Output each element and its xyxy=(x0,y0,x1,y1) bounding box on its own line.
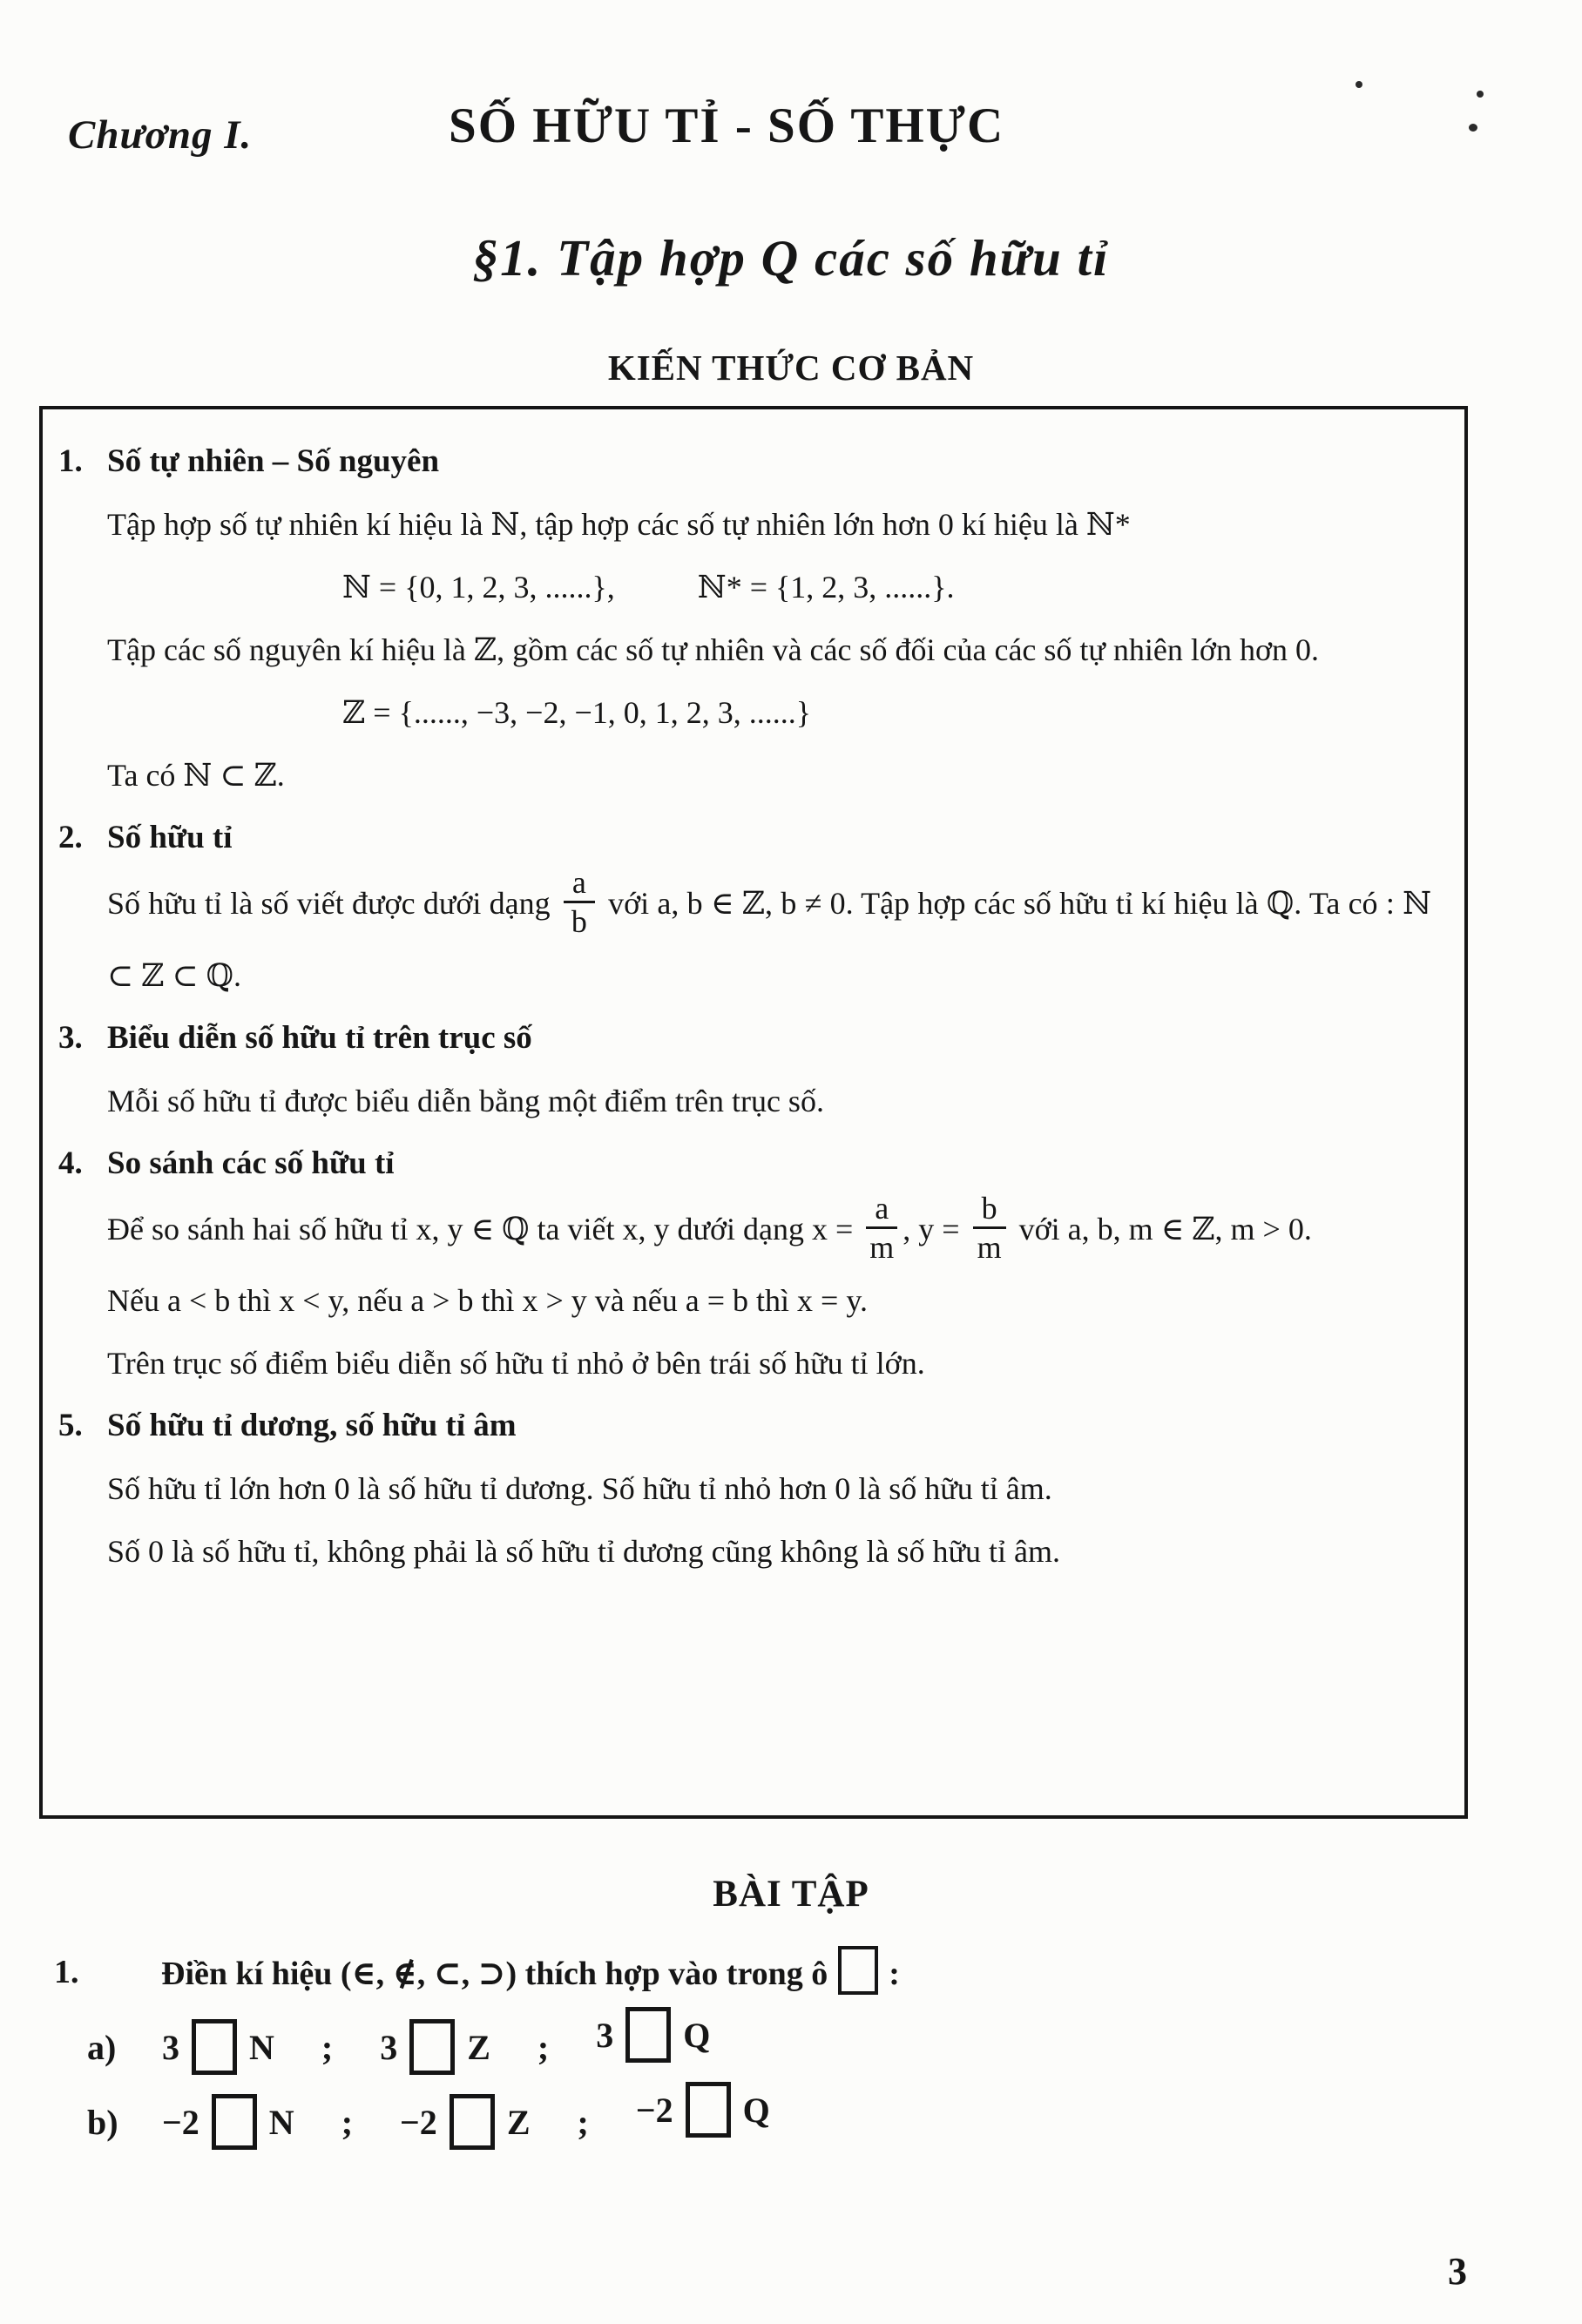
empty-square-icon xyxy=(838,1946,878,1995)
item-2-text-post: với a, b ∈ ℤ, b ≠ 0. Tập hợp các số hữu tỉ kí hiệu là ℚ. Ta có : ℕ ⊂ ℤ ⊂ ℚ. xyxy=(107,886,1431,993)
item-4-text-mid: , y = xyxy=(903,1211,968,1246)
item-1-paragraph-2: Tập các số nguyên kí hiệu là ℤ, gồm các số tự nhiên và các số đối của các số tự nhiên lớn hơn 0. xyxy=(107,632,1319,667)
empty-square-icon xyxy=(450,2094,495,2150)
item-4-paragraph-3: Trên trục số điểm biểu diễn số hữu tỉ nhỏ ở bên trái số hữu tỉ lớn. xyxy=(107,1346,925,1382)
item-1-heading xyxy=(58,430,1431,493)
item-5-paragraph-1: Số hữu tỉ lớn hơn 0 là số hữu tỉ dương. Số hữu tỉ nhỏ hơn 0 là số hữu tỉ âm. xyxy=(107,1471,1052,1507)
fraction-b-over-m xyxy=(973,1191,1006,1266)
answer-set: N xyxy=(268,2102,294,2142)
answer-value: 3 xyxy=(380,2027,398,2067)
item-3-number: 3. xyxy=(58,1019,83,1056)
fraction-denominator: m xyxy=(869,1229,895,1265)
item-2-text-pre: Số hữu tỉ là số viết được dưới dạng xyxy=(107,886,558,922)
row-a-label: a) xyxy=(87,2027,117,2067)
item-5-heading xyxy=(58,1395,1431,1457)
answer-value: 3 xyxy=(596,2015,614,2055)
exercise-1-row-b xyxy=(87,2090,770,2150)
exercise-1-number: 1. xyxy=(54,1954,79,1990)
answer-value: −2 xyxy=(400,2102,437,2142)
item-4-number: 4. xyxy=(58,1145,83,1181)
answer-group xyxy=(636,2082,770,2138)
row-b-label: b) xyxy=(87,2102,118,2142)
knowledge-item-2 xyxy=(58,807,1431,1007)
separator: ; xyxy=(321,2027,334,2067)
item-1-paragraph-3: Ta có ℕ ⊂ ℤ. xyxy=(107,758,285,793)
item-2-paragraph-1 xyxy=(107,865,1431,1007)
item-3-title: Biểu diễn số hữu tỉ trên trục số xyxy=(107,1019,532,1056)
answer-group xyxy=(162,2019,274,2075)
item-4-heading xyxy=(58,1132,1431,1195)
answer-set: N xyxy=(249,2027,274,2067)
answer-set: Q xyxy=(742,2090,770,2130)
empty-square-icon xyxy=(625,2007,671,2063)
fraction-numerator: a xyxy=(866,1191,897,1229)
page-number: 3 xyxy=(1448,2250,1467,2293)
exercise-1-prompt xyxy=(161,1946,900,2000)
item-3-body xyxy=(107,1070,1431,1132)
knowledge-box xyxy=(39,406,1468,1819)
fraction-a-over-m xyxy=(866,1191,897,1266)
item-4-title: So sánh các số hữu tỉ xyxy=(107,1145,395,1181)
scan-artifact-dot xyxy=(1477,91,1484,98)
section-title: §1. Tập hợp Q các số hữu tỉ xyxy=(472,229,1110,287)
item-5-title: Số hữu tỉ dương, số hữu tỉ âm xyxy=(107,1408,517,1444)
item-1-body xyxy=(107,493,1431,807)
item-2-heading xyxy=(58,807,1431,869)
item-1-paragraph-1: Tập hợp số tự nhiên kí hiệu là ℕ, tập hợp các số tự nhiên lớn hơn 0 kí hiệu là ℕ* xyxy=(107,507,1131,542)
knowledge-item-3 xyxy=(58,1007,1431,1132)
item-1-number: 1. xyxy=(58,443,83,479)
answer-set: Q xyxy=(683,2015,711,2055)
fraction-denominator: m xyxy=(977,1229,1002,1265)
item-1-title: Số tự nhiên – Số nguyên xyxy=(107,443,440,479)
item-2-body xyxy=(107,865,1431,1007)
item-3-heading xyxy=(58,1007,1431,1070)
exercise-1-prompt-text: Điền kí hiệu (∈, ∉, ⊂, ⊃) thích hợp vào trong ô xyxy=(161,1956,828,1992)
separator: ; xyxy=(577,2102,589,2142)
scan-artifact-dot xyxy=(1469,124,1477,132)
knowledge-item-1 xyxy=(58,430,1431,807)
answer-set: Z xyxy=(506,2102,531,2142)
fraction-denominator: b xyxy=(571,904,587,940)
answer-value: 3 xyxy=(162,2027,179,2067)
exercise-1-row-a xyxy=(87,2015,711,2075)
fraction-numerator: b xyxy=(973,1191,1006,1229)
knowledge-item-4 xyxy=(58,1132,1431,1395)
answer-group xyxy=(400,2094,530,2150)
separator: ; xyxy=(341,2102,354,2142)
item-5-body xyxy=(107,1457,1431,1583)
exercises-heading: BÀI TẬP xyxy=(713,1874,869,1915)
empty-square-icon xyxy=(409,2019,455,2075)
answer-group xyxy=(380,2019,490,2075)
fraction-a-over-b xyxy=(564,865,595,940)
item-1-equation-n xyxy=(342,556,1431,618)
answer-value: −2 xyxy=(162,2102,199,2142)
answer-group xyxy=(596,2007,710,2063)
equation-n-star: ℕ* = {1, 2, 3, ......}. xyxy=(697,570,955,605)
item-5-paragraph-2: Số 0 là số hữu tỉ, không phải là số hữu tỉ dương cũng không là số hữu tỉ âm. xyxy=(107,1534,1061,1570)
exercise-1-prompt-colon: : xyxy=(889,1956,900,1992)
chapter-label: Chương I. xyxy=(68,112,253,158)
fraction-numerator: a xyxy=(564,865,595,903)
scan-artifact-dot xyxy=(1356,81,1362,88)
item-4-text-post: với a, b, m ∈ ℤ, m > 0. xyxy=(1011,1211,1312,1246)
knowledge-heading: KIẾN THỨC CƠ BẢN xyxy=(607,348,975,388)
item-2-title: Số hữu tỉ xyxy=(107,820,233,855)
answer-value: −2 xyxy=(635,2090,673,2130)
item-1-equation-z: ℤ = {......, −3, −2, −1, 0, 1, 2, 3, ......} xyxy=(342,695,812,730)
answer-group xyxy=(162,2094,294,2150)
exercise-1 xyxy=(54,1946,1477,2000)
item-3-paragraph-1: Mỗi số hữu tỉ được biểu diễn bằng một điểm trên trục số. xyxy=(107,1083,824,1118)
empty-square-icon xyxy=(212,2094,257,2150)
separator: ; xyxy=(537,2027,550,2067)
empty-square-icon xyxy=(192,2019,237,2075)
chapter-title: SỐ HỮU TỈ - SỐ THỰC xyxy=(449,98,1005,153)
item-4-paragraph-2: Nếu a < b thì x < y, nếu a > b thì x > y và nếu a = b thì x = y. xyxy=(107,1283,868,1319)
equation-n: ℕ = {0, 1, 2, 3, ......}, xyxy=(342,570,615,605)
answer-set: Z xyxy=(467,2027,490,2067)
item-4-paragraph-1 xyxy=(107,1190,1431,1270)
item-2-number: 2. xyxy=(58,820,83,855)
item-4-body xyxy=(107,1190,1431,1395)
item-5-number: 5. xyxy=(58,1408,83,1444)
empty-square-icon xyxy=(686,2082,731,2138)
knowledge-item-5 xyxy=(58,1395,1431,1583)
item-4-text-pre: Để so sánh hai số hữu tỉ x, y ∈ ℚ ta viết x, y dưới dạng x = xyxy=(107,1211,862,1246)
